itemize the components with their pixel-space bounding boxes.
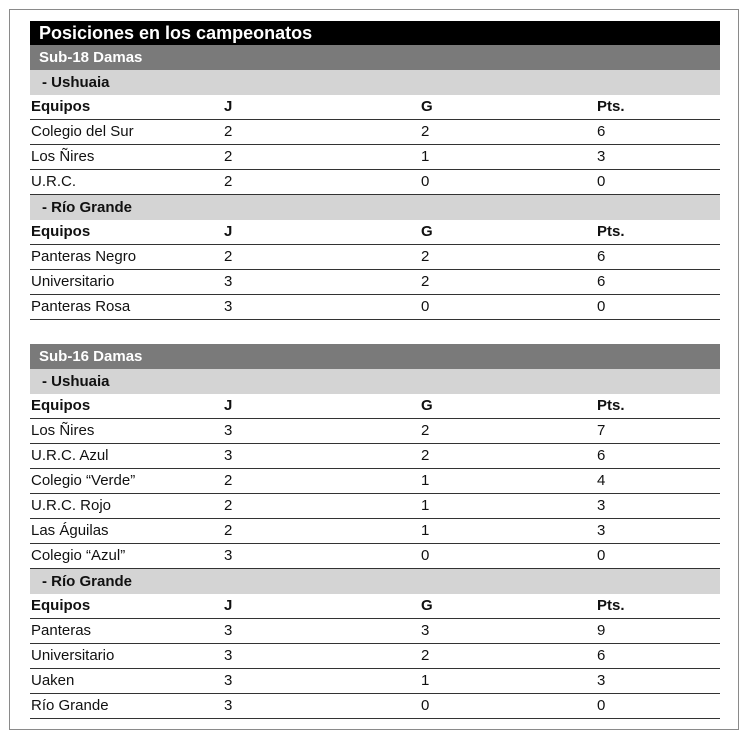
- stat-cell: 6: [597, 447, 606, 464]
- column-header: Equipos: [31, 98, 91, 115]
- page-title: Posiciones en los campeonatos: [30, 21, 720, 45]
- stat-cell: 3: [597, 672, 606, 689]
- team-name: U.R.C. Rojo: [31, 497, 112, 514]
- team-name: Colegio “Azul”: [31, 547, 126, 564]
- team-name: Colegio “Verde”: [31, 472, 136, 489]
- stat-cell: 1: [421, 472, 430, 489]
- stat-cell: 3: [597, 522, 606, 539]
- column-header: J: [224, 397, 233, 414]
- team-name: Panteras Rosa: [31, 298, 131, 315]
- stat-cell: 2: [421, 647, 430, 664]
- stat-cell: 6: [597, 273, 606, 290]
- stat-cell: 2: [421, 273, 430, 290]
- team-name: U.R.C. Azul: [31, 447, 109, 464]
- stat-cell: 3: [224, 547, 233, 564]
- stat-cell: 6: [597, 647, 606, 664]
- column-header: Equipos: [31, 597, 91, 614]
- stat-cell: 2: [421, 123, 430, 140]
- city-header: - Río Grande: [30, 569, 720, 594]
- stat-cell: 0: [597, 173, 606, 190]
- table-row: [30, 419, 720, 444]
- stat-cell: 3: [224, 298, 233, 315]
- column-header: J: [224, 223, 233, 240]
- stat-cell: 3: [224, 622, 233, 639]
- stat-cell: 0: [597, 697, 606, 714]
- column-header: Pts.: [597, 597, 625, 614]
- column-header-row: [30, 394, 720, 419]
- stat-cell: 1: [421, 672, 430, 689]
- team-name: Panteras Negro: [31, 248, 137, 265]
- column-header: G: [421, 597, 433, 614]
- stat-cell: 3: [224, 672, 233, 689]
- city-header: - Ushuaia: [30, 369, 720, 394]
- column-header: Equipos: [31, 397, 91, 414]
- stat-cell: 0: [597, 298, 606, 315]
- stat-cell: 2: [224, 248, 233, 265]
- table-row: [30, 519, 720, 544]
- table-row: [30, 270, 720, 295]
- stat-cell: 3: [224, 422, 233, 439]
- stat-cell: 0: [421, 173, 430, 190]
- stat-cell: 0: [421, 298, 430, 315]
- team-name: Uaken: [31, 672, 75, 689]
- team-name: Universitario: [31, 647, 115, 664]
- column-header: Pts.: [597, 223, 625, 240]
- standings-table: [30, 21, 720, 719]
- stat-cell: 2: [421, 248, 430, 265]
- stat-cell: 2: [421, 422, 430, 439]
- column-header: J: [224, 597, 233, 614]
- team-name: Panteras: [31, 622, 92, 639]
- table-row: [30, 469, 720, 494]
- table-row: [30, 694, 720, 719]
- team-name: Los Ñires: [31, 148, 95, 165]
- column-header: G: [421, 397, 433, 414]
- column-header: Pts.: [597, 98, 625, 115]
- table-row: [30, 245, 720, 270]
- stat-cell: 3: [224, 647, 233, 664]
- sections-container: [30, 45, 720, 719]
- stat-cell: 0: [597, 547, 606, 564]
- table-row: [30, 494, 720, 519]
- table-row: [30, 145, 720, 170]
- stat-cell: 3: [597, 497, 606, 514]
- column-header-row: [30, 220, 720, 245]
- stat-cell: 2: [224, 148, 233, 165]
- column-header: Pts.: [597, 397, 625, 414]
- stat-cell: 0: [421, 697, 430, 714]
- column-header-row: [30, 95, 720, 120]
- team-name: Río Grande: [31, 697, 109, 714]
- table-row: [30, 444, 720, 469]
- table-row: [30, 644, 720, 669]
- column-header: G: [421, 98, 433, 115]
- stat-cell: 0: [421, 547, 430, 564]
- stat-cell: 3: [224, 273, 233, 290]
- team-name: Los Ñires: [31, 422, 95, 439]
- stat-cell: 2: [421, 447, 430, 464]
- stat-cell: 9: [597, 622, 606, 639]
- column-header: J: [224, 98, 233, 115]
- stat-cell: 3: [224, 447, 233, 464]
- stat-cell: 6: [597, 248, 606, 265]
- category-header: Sub-18 Damas: [30, 45, 720, 70]
- stat-cell: 6: [597, 123, 606, 140]
- city-header: - Ushuaia: [30, 70, 720, 95]
- table-row: [30, 669, 720, 694]
- stat-cell: 2: [224, 472, 233, 489]
- column-header: G: [421, 223, 433, 240]
- column-header-row: [30, 594, 720, 619]
- stat-cell: 3: [597, 148, 606, 165]
- stat-cell: 3: [421, 622, 430, 639]
- stat-cell: 1: [421, 522, 430, 539]
- stat-cell: 3: [224, 697, 233, 714]
- column-header: Equipos: [31, 223, 91, 240]
- stat-cell: 2: [224, 123, 233, 140]
- team-name: Colegio del Sur: [31, 123, 134, 140]
- category-header: Sub-16 Damas: [30, 344, 720, 369]
- team-name: U.R.C.: [31, 173, 76, 190]
- stat-cell: 4: [597, 472, 606, 489]
- stat-cell: 7: [597, 422, 606, 439]
- table-row: [30, 170, 720, 195]
- stat-cell: 2: [224, 497, 233, 514]
- table-row: [30, 295, 720, 320]
- stat-cell: 2: [224, 522, 233, 539]
- section-spacer: [30, 320, 720, 344]
- stat-cell: 2: [224, 173, 233, 190]
- team-name: Universitario: [31, 273, 115, 290]
- team-name: Las Águilas: [31, 522, 109, 539]
- table-row: [30, 544, 720, 569]
- table-row: [30, 619, 720, 644]
- stat-cell: 1: [421, 497, 430, 514]
- city-header: - Río Grande: [30, 195, 720, 220]
- stat-cell: 1: [421, 148, 430, 165]
- table-row: [30, 120, 720, 145]
